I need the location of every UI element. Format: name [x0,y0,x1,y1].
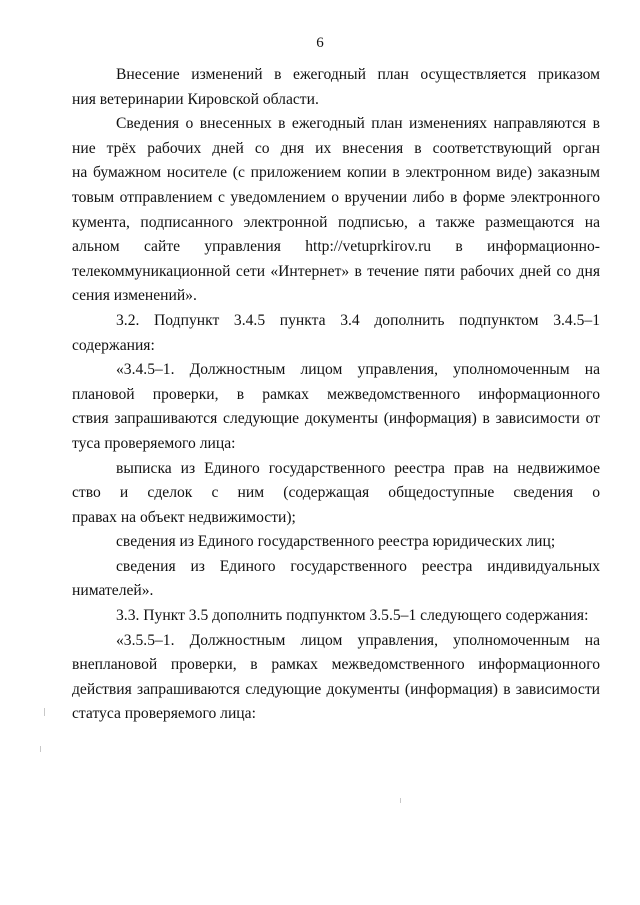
text-line: «3.4.5–1. Должностным лицом управления, уполномоченным на [116,361,600,379]
text-line: ние трёх рабочих дней со дня их внесения в соответствующий орган [72,139,600,157]
text-line: плановой проверки, в рамках межведомственного информационного [72,385,600,403]
paragraph-8 [72,604,600,629]
paragraph-1 [72,63,600,112]
text-line: «3.5.5–1. Должностным лицом управления, уполномоченным на [116,631,600,649]
text-line: Сведения о внесенных в ежегодный план изменениях направляются в [116,115,600,133]
text-line: действия запрашиваются следующие документы (информация) в зависимости [72,680,600,698]
paragraph-3 [72,309,600,358]
text-line: сения изменений». [72,287,197,305]
text-line: сведения из Единого государственного реестра юридических лиц; [116,533,556,551]
text-line: нимателей». [72,582,154,600]
paragraph-7 [72,555,600,604]
text-line: 3.3. Пункт 3.5 дополнить подпунктом 3.5.5–1 следующего содержания: [116,607,589,625]
text-line: ство и сделок с ним (содержащая общедоступные сведения о [72,484,600,502]
paragraph-9 [72,629,600,727]
text-line: ния ветеринарии Кировской области. [72,90,319,108]
text-line: туса проверяемого лица: [72,434,236,452]
scan-mark [40,746,41,752]
text-line: телекоммуникационной сети «Интернет» в течение пяти рабочих дней со дня [72,262,600,280]
document-body [72,63,600,727]
page-number: 6 [316,35,324,51]
text-line: товым отправлением с уведомлением о вручении либо в форме электронного [72,188,600,206]
paragraph-2 [72,112,600,309]
text-line: правах на объект недвижимости); [72,508,296,526]
paragraph-4 [72,358,600,456]
text-line: 3.2. Подпункт 3.4.5 пункта 3.4 дополнить подпунктом 3.4.5–1 [116,311,600,329]
scan-mark [400,798,401,803]
text-line: ствия запрашиваются следующие документы (информация) в зависимости от [72,410,600,428]
scan-mark [44,708,45,716]
text-line: альном сайте управления http://vetuprkirov.ru в информационно- [72,238,600,256]
text-line: сведения из Единого государственного реестра индивидуальных [116,557,600,575]
text-line: Внесение изменений в ежегодный план осуществляется приказом [116,66,600,83]
text-line: кумента, подписанного электронной подписью, а также размещаются на [72,213,600,231]
text-line: выписка из Единого государственного реестра прав на недвижимое [116,459,600,477]
text-line: внеплановой проверки, в рамках межведомственного информационного [72,656,600,674]
text-line: содержания: [72,336,155,354]
paragraph-5 [72,457,600,531]
text-line: статуса проверяемого лица: [72,705,256,723]
text-line: на бумажном носителе (с приложением копии в электронном виде) заказным [72,164,600,182]
paragraph-6 [72,530,600,555]
